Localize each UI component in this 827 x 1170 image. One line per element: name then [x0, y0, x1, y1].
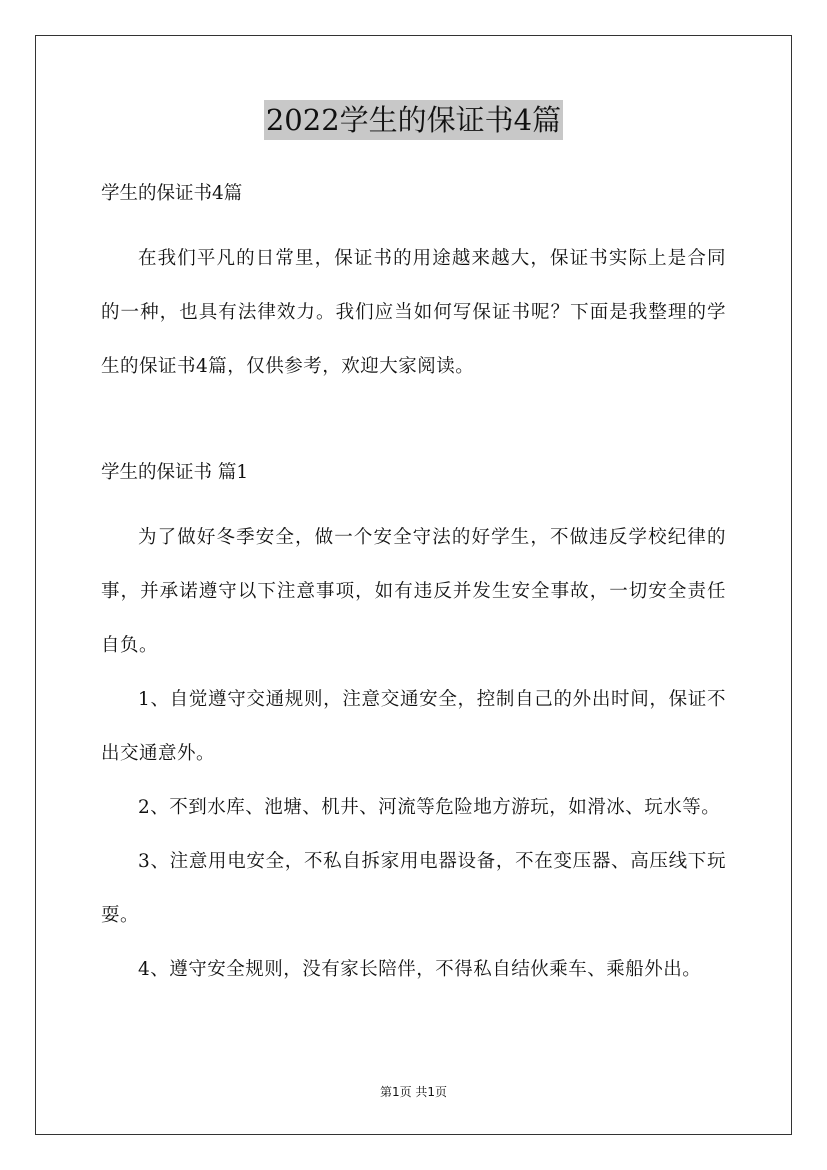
title-container: [0, 100, 827, 140]
intro-paragraph: 在我们平凡的日常里，保证书的用途越来越大，保证书实际上是合同的一种，也具有法律效力。我们应当如何写保证书呢？下面是我整理的学生的保证书4篇，仅供参考，欢迎大家阅读。: [101, 248, 726, 377]
body-paragraph: 3、注意用电安全，不私自拆家用电器设备，不在变压器、高压线下玩耍。: [101, 851, 726, 926]
body-paragraph: 1、自觉遵守交通规则，注意交通安全，控制自己的外出时间，保证不出交通意外。: [101, 689, 726, 764]
body-paragraph: 2、不到水库、池塘、机井、河流等危险地方游玩，如滑冰、玩水等。: [138, 797, 721, 818]
body-paragraph: 为了做好冬季安全，做一个安全守法的好学生，不做违反学校纪律的事，并承诺遵守以下注意事项，如有违反并发生安全事故，一切安全责任自负。: [101, 527, 726, 656]
body-paragraph: 4、遵守安全规则，没有家长陪伴，不得私自结伙乘车、乘船外出。: [138, 959, 702, 980]
section-heading: 学生的保证书 篇1: [101, 462, 249, 483]
page-number-footer: 第1页 共1页: [379, 1085, 448, 1099]
spacer: [101, 394, 726, 454]
document-body: [101, 175, 726, 997]
spacer: [101, 492, 726, 511]
document-subtitle: 学生的保证书4篇: [101, 183, 243, 204]
spacer: [101, 213, 726, 232]
document-title: 2022学生的保证书4篇: [264, 100, 563, 140]
